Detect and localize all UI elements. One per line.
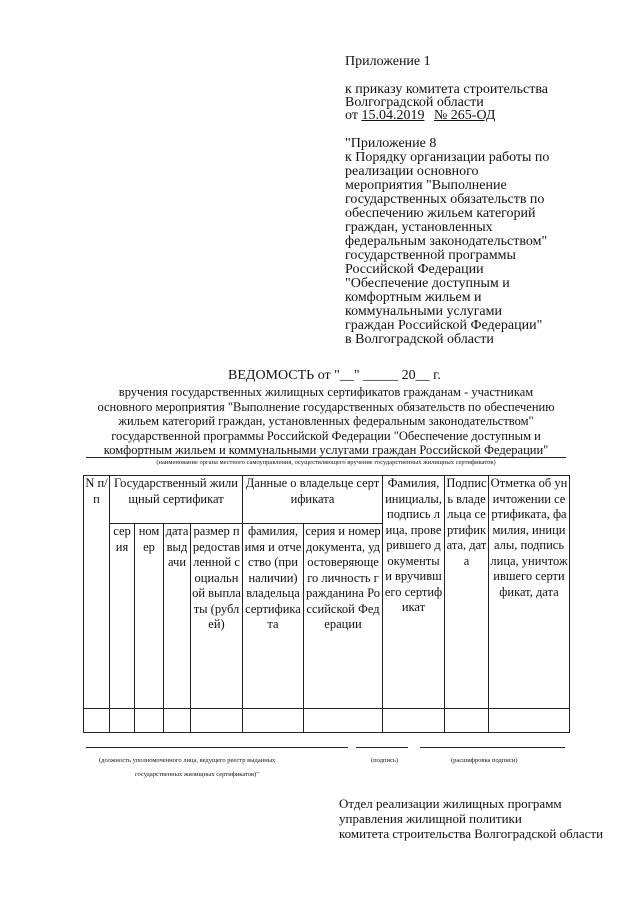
footer-line: управления жилищной политики [339, 811, 522, 826]
org-name-line [86, 457, 566, 458]
appendix-order-line-2: Волгоградской области [345, 95, 484, 110]
table-header-row [84, 476, 570, 524]
appendix-sub-line: государственных обязательств по [345, 192, 545, 207]
subheader-amount: размер предоставленной социальной выплаты (рублей) [191, 524, 243, 709]
appendix-order-ref [345, 109, 495, 123]
table-cell [304, 709, 383, 733]
order-date: 15.04.2019 [361, 108, 425, 123]
table-cell [84, 709, 110, 733]
position-caption-line-2: государственных жилищных сертификатов)" [135, 771, 259, 778]
footer-department [339, 796, 603, 841]
header-num: N п/п [84, 476, 110, 709]
statement-line: основного мероприятия "Выполнение государственных обязательств по обеспечению [97, 399, 555, 414]
appendix-sub-line: Российской Федерации [345, 262, 484, 277]
appendix-sub-block [345, 137, 549, 347]
table-cell [164, 709, 191, 733]
statement-description [80, 385, 572, 458]
header-owner-sign: Подпись владельца сертификата, дата [445, 476, 489, 709]
appendix-order-line-1: к приказу комитета строительства [345, 82, 549, 97]
appendix-sub-line: к Порядку организации работы по [345, 150, 550, 165]
order-number: № 265-ОД [433, 108, 496, 123]
statement-title: ВЕДОМОСТЬ от "__" _____ 20__ г. [228, 368, 441, 383]
certificate-table [83, 475, 570, 733]
header-issuer: Фамилия, инициалы, подпись лица, проверившего документы и вручившего сертификат [383, 476, 445, 709]
signature-caption: (подпись) [371, 757, 398, 764]
subheader-series: серия [110, 524, 135, 709]
table-cell [383, 709, 445, 733]
appendix-sub-line: реализации основного [345, 164, 479, 179]
position-caption-line-1: (должность уполномоченного лица, ведущего реестр выданных [99, 757, 276, 764]
header-owner-data: Данные о владельце сертификата [243, 476, 383, 524]
appendix-sub-line: федеральным законодательством" [345, 234, 548, 249]
appendix-sub-line: в Волгоградской области [345, 332, 494, 347]
statement-line: вручения государственных жилищных сертификатов гражданам - участникам [118, 385, 534, 399]
appendix-sub-line: "Обеспечение доступным и [345, 276, 510, 291]
org-name-caption: (наименование органа местного самоуправления, осуществляющего вручение государственных жилищных сертификатов) [156, 459, 496, 466]
appendix-sub-line: граждан Российской Федерации" [345, 318, 543, 333]
appendix-title: Приложение 1 [345, 54, 431, 69]
table-row [84, 709, 570, 733]
subheader-issue-date: дата выдачи [164, 524, 191, 709]
appendix-sub-line: коммунальными услугами [345, 304, 503, 319]
table-cell [191, 709, 243, 733]
order-from-word: от [345, 108, 358, 123]
header-certificate: Государственный жилищный сертификат [110, 476, 243, 524]
signature-line [356, 747, 408, 748]
statement-line: жильем категорий граждан, установленных федеральным законодательством" [118, 414, 534, 428]
subheader-number: номер [135, 524, 164, 709]
statement-line: государственной программы Российской Федерации "Обеспечение доступным и [111, 428, 541, 443]
appendix-sub-line: государственной программы [345, 248, 516, 263]
table-cell [445, 709, 489, 733]
statement-line: комфортным жильем и коммунальными услугами граждан Российской Федерации" [103, 443, 549, 457]
appendix-sub-line: мероприятия "Выполнение [345, 178, 507, 193]
header-destruction-mark: Отметка об уничтожении сертификата, фамилия, инициалы, подпись лица, уничтожившего сертификат, дата [489, 476, 570, 709]
footer-line: Отдел реализации жилищных программ [339, 796, 562, 811]
appendix-sub-line: обеспечению жильем категорий [345, 206, 536, 221]
table-cell [135, 709, 164, 733]
subheader-owner-name: фамилия, имя и отчество (при наличии) владельца сертификата [243, 524, 304, 709]
subheader-id-document: серия и номер документа, удостоверяющего личность гражданина Российской Федерации [304, 524, 383, 709]
table-cell [489, 709, 570, 733]
appendix-sub-line: граждан, установленных [345, 220, 493, 235]
footer-line: комитета строительства Волгоградской области [339, 826, 604, 841]
position-line [86, 747, 348, 748]
table-cell [243, 709, 304, 733]
decode-caption: (расшифровка подписи) [451, 757, 518, 764]
appendix-sub-line: "Приложение 8 [345, 136, 437, 151]
decode-line [420, 747, 565, 748]
table-cell [110, 709, 135, 733]
appendix-sub-line: комфортным жильем и [345, 290, 482, 305]
